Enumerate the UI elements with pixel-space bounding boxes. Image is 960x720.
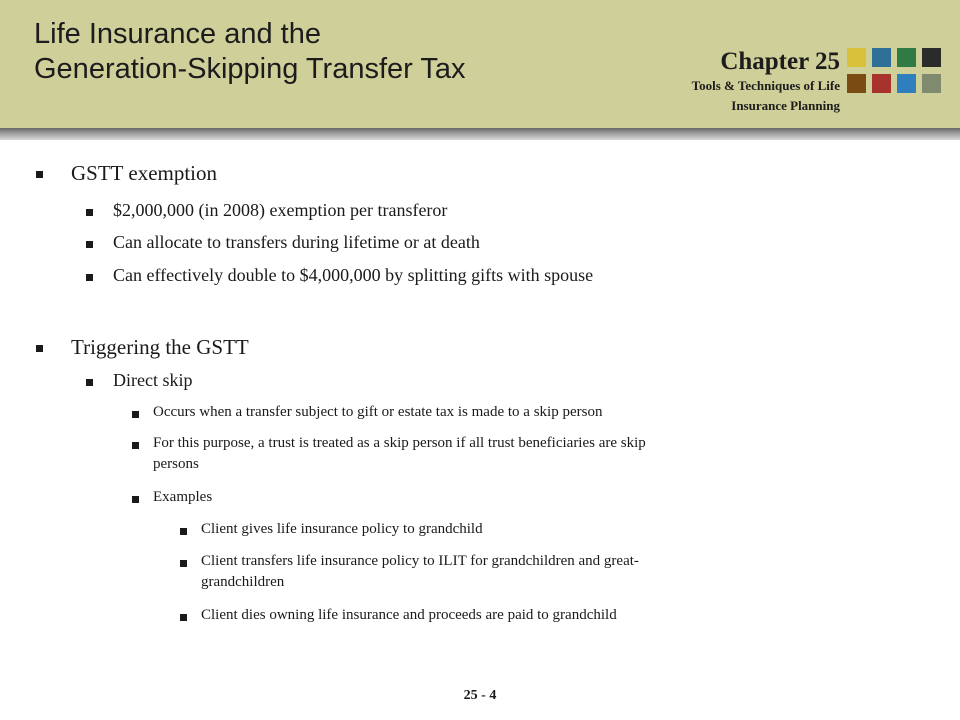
- bullet-example-ilit: Client transfers life insurance policy to ILIT for grandchildren and great-: [201, 553, 639, 569]
- color-square: [922, 48, 941, 67]
- chapter-subtitle-line-1: Tools & Techniques of Life: [691, 78, 840, 93]
- bullet-examples: Examples: [153, 489, 213, 505]
- chapter-title: Chapter 25: [720, 48, 840, 75]
- bullet-double-exemption: Can effectively double to $4,000,000 by splitting gifts with spouse: [113, 265, 594, 285]
- bullet-square-icon: [132, 411, 139, 418]
- bullet-occurs-when: Occurs when a transfer subject to gift or estate tax is made to a skip person: [153, 404, 603, 420]
- bullet-example-ilit-cont: grandchildren: [201, 574, 285, 590]
- page-number: 25 - 4: [463, 688, 497, 703]
- bullet-square-icon: [180, 528, 187, 535]
- bullet-square-icon: [132, 496, 139, 503]
- color-square: [897, 48, 916, 67]
- bullet-exemption-amount: $2,000,000 (in 2008) exemption per transferor: [113, 200, 448, 220]
- decorative-color-squares: [847, 48, 942, 94]
- bullet-square-icon: [86, 274, 93, 281]
- bullet-gstt-exemption: GSTT exemption: [71, 161, 218, 185]
- slide-title-line-1: Life Insurance and the: [34, 18, 321, 50]
- color-square: [872, 48, 891, 67]
- bullet-square-icon: [36, 345, 43, 352]
- bullet-example-dies-owning: Client dies owning life insurance and proceeds are paid to grandchild: [201, 607, 617, 623]
- bullet-square-icon: [180, 560, 187, 567]
- bullet-square-icon: [132, 442, 139, 449]
- slide-title-line-2: Generation-Skipping Transfer Tax: [34, 53, 466, 85]
- bullet-square-icon: [180, 614, 187, 621]
- color-square: [897, 74, 916, 93]
- bullet-square-icon: [86, 241, 93, 248]
- bullet-square-icon: [86, 379, 93, 386]
- bullet-trust-skip-person: For this purpose, a trust is treated as a skip person if all trust beneficiaries are skip: [153, 435, 646, 451]
- bullet-triggering-gstt: Triggering the GSTT: [71, 335, 249, 359]
- header-divider: [0, 128, 960, 140]
- color-square: [847, 48, 866, 67]
- chapter-label: [692, 48, 840, 116]
- bullet-example-grandchild: Client gives life insurance policy to grandchild: [201, 521, 483, 537]
- bullet-allocate-transfers: Can allocate to transfers during lifetime or at death: [113, 232, 480, 252]
- bullet-trust-skip-person-cont: persons: [153, 456, 199, 472]
- color-square: [847, 74, 866, 93]
- bullet-direct-skip: Direct skip: [113, 370, 193, 390]
- color-square: [922, 74, 941, 93]
- chapter-subtitle-line-2: Insurance Planning: [731, 98, 840, 113]
- bullet-square-icon: [36, 171, 43, 178]
- slide-title: [34, 17, 465, 87]
- color-square: [872, 74, 891, 93]
- bullet-square-icon: [86, 209, 93, 216]
